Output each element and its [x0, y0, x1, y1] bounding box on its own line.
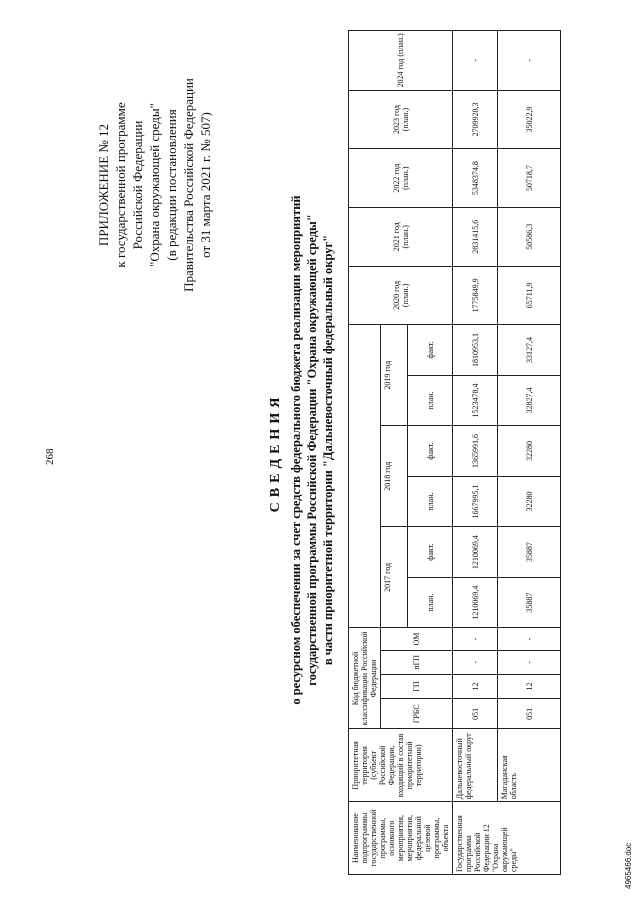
- header-2022: 2022 год (план.): [349, 149, 453, 208]
- appendix-line: Российской Федерации: [130, 120, 145, 250]
- table-row: [498, 31, 561, 875]
- program-name: Государственная программа Российской Федерации 12 "Охрана окружающей среды": [453, 802, 561, 875]
- header-pgp: пГП: [381, 650, 453, 674]
- document-title: СВЕДЕНИЯ: [268, 392, 283, 513]
- plan-2017-cell: 1210069,4: [453, 577, 498, 628]
- header-gp: ГП: [381, 674, 453, 698]
- appendix-line: ПРИЛОЖЕНИЕ № 12: [96, 123, 111, 247]
- fact-2018-cell: 1365991,6: [453, 426, 498, 477]
- appendix-line: к государственной программе: [113, 102, 128, 268]
- header-2018: 2018 год: [381, 426, 408, 527]
- value-2021-cell: 50586,3: [498, 207, 561, 266]
- header-fact: факт.: [408, 325, 453, 376]
- fact-2018-cell: 32280: [498, 426, 561, 477]
- appendix-line: "Охрана окружающей среды": [147, 103, 162, 267]
- plan-2017-cell: 35887: [498, 577, 561, 628]
- territory-cell: Дальневосточный федеральный округ: [453, 729, 498, 802]
- header-2017: 2017 год: [381, 527, 408, 628]
- subtitle-line: о ресурсном обеспечении за счет средств федерального бюджета реализации мероприятий: [289, 195, 303, 705]
- gp-cell: 12: [453, 674, 498, 698]
- header-om: ОМ: [381, 628, 453, 650]
- fact-2019-cell: 33127,4: [498, 325, 561, 376]
- header-2020: 2020 год (план.): [349, 266, 453, 325]
- value-2021-cell: 2831415,6: [453, 207, 498, 266]
- value-2020-cell: 1775849,9: [453, 266, 498, 325]
- plan-2018-cell: 32280: [498, 476, 561, 527]
- header-plan: план.: [408, 476, 453, 527]
- value-2022-cell: 50718,7: [498, 149, 561, 208]
- header-fact: факт.: [408, 527, 453, 578]
- appendix-line: Правительства Российской Федерации: [181, 78, 196, 292]
- page-number: 268: [44, 448, 56, 465]
- pgp-cell: -: [453, 650, 498, 674]
- grbs-cell: 051: [498, 699, 561, 729]
- table-row: [453, 31, 498, 875]
- header-actual-years: [349, 325, 381, 628]
- fact-2019-cell: 1810953,1: [453, 325, 498, 376]
- appendix-line: от 31 марта 2021 г. № 507): [198, 112, 213, 258]
- plan-2019-cell: 1523478,4: [453, 375, 498, 426]
- value-2020-cell: 65711,9: [498, 266, 561, 325]
- header-plan: план.: [408, 375, 453, 426]
- value-2022-cell: 5348374,8: [453, 149, 498, 208]
- header-budget-code: Код бюджетной классификации Российской Федерации: [349, 628, 381, 729]
- header-2019: 2019 год: [381, 325, 408, 426]
- document-subtitle: [288, 55, 336, 845]
- header-plan: план.: [408, 577, 453, 628]
- subtitle-line: государственной программы Российской Федерации "Охрана окружающей среды": [305, 214, 319, 686]
- om-cell: -: [453, 628, 498, 650]
- subtitle-line: в части приоритетной территории "Дальневосточный федеральный округ": [321, 234, 335, 666]
- value-2023-cell: 2709928,3: [453, 90, 498, 149]
- value-2024-cell: -: [453, 31, 498, 91]
- plan-2018-cell: 1667995,1: [453, 476, 498, 527]
- header-2023: 2023 год (план.): [349, 90, 453, 149]
- fact-2017-cell: 1210069,4: [453, 527, 498, 578]
- appendix-line: (в редакции постановления: [164, 109, 179, 261]
- territory-cell: Магаданская область: [498, 729, 561, 802]
- value-2023-cell: 35022,9: [498, 90, 561, 149]
- header-territory: Приоритетная территория (субъект Российской Федерации, входящий в состав приоритетной территории): [349, 729, 453, 802]
- fact-2017-cell: 35887: [498, 527, 561, 578]
- value-2024-cell: -: [498, 31, 561, 91]
- header-fact: факт.: [408, 426, 453, 477]
- header-2024: 2024 год (план.): [349, 31, 453, 91]
- pgp-cell: -: [498, 650, 561, 674]
- grbs-cell: 051: [453, 699, 498, 729]
- header-grbs: ГРБС: [381, 699, 453, 729]
- header-2021: 2021 год (план.): [349, 207, 453, 266]
- om-cell: -: [498, 628, 561, 650]
- resource-table: [348, 30, 561, 875]
- appendix-block: [95, 25, 214, 345]
- document-id: 4965466.doc: [624, 842, 633, 889]
- plan-2019-cell: 32827,4: [498, 375, 561, 426]
- header-name: Наименование подпрограммы государственной программы, основного мероприятия, мероприятия, федеральной целевой программы, объекта: [349, 802, 453, 875]
- gp-cell: 12: [498, 674, 561, 698]
